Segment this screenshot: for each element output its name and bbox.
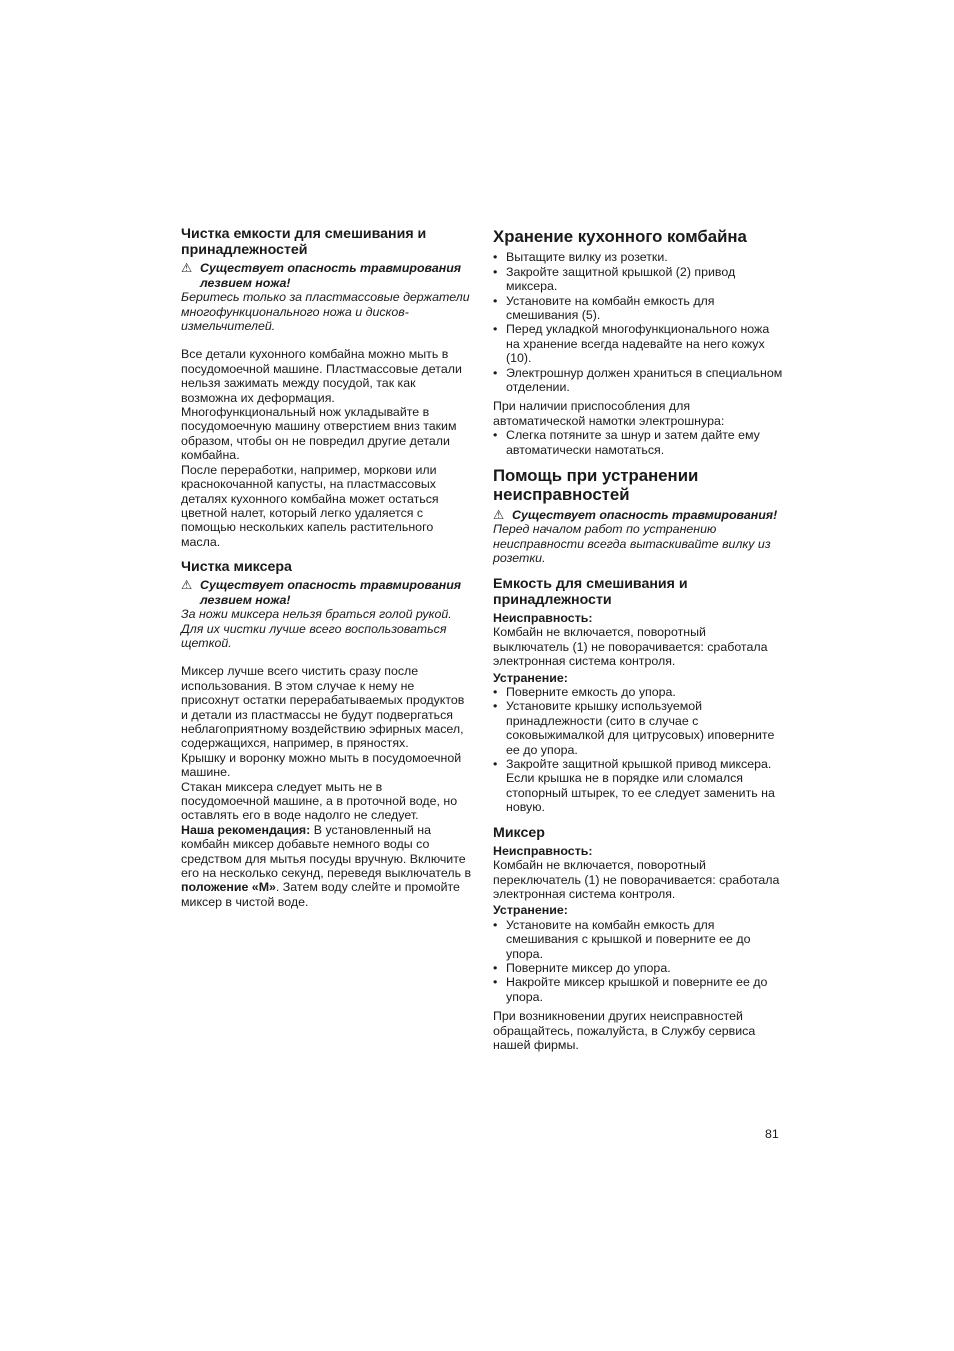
mixer-fault-text: Комбайн не включается, поворотный переключатель (1) не поворачивается: сработала электронная система контроля. bbox=[493, 858, 780, 902]
recommendation-text-1: В установленный на комбайн миксер добавьте немного воды со средством для мытья посуды вручную. Включите его на несколько секунд, переведя выключатель в bbox=[181, 822, 472, 881]
recommendation-position: положение «M» bbox=[181, 880, 276, 895]
troubleshooting-warning: ⚠ Существует опасность травмирования! bbox=[493, 507, 778, 522]
list-item: • Закройте защитной крышкой (2) привод миксера. bbox=[493, 264, 736, 294]
list-item: • Вытащите вилку из розетки. bbox=[493, 250, 668, 265]
cleaning-warning bbox=[181, 261, 473, 275]
list-item: • Поверните миксер до упора. bbox=[493, 961, 671, 976]
cleaning-paragraph-2: Многофункциональный нож укладывайте в посудомоечную машину отверстием вниз таким образом, чтобы он не повредил другие детали комбайна. bbox=[181, 405, 457, 463]
warning-triangle-icon: ⚠ bbox=[181, 578, 193, 593]
mixer-fix-list bbox=[493, 918, 785, 1004]
mixer-cleaning-heading: Чистка миксера bbox=[181, 559, 292, 576]
mixer-paragraph-1: Миксер лучше всего чистить сразу после использования. В этом случае к нему не присохнут остатки перерабатываемых продуктов и детали из пластмассы не будут подвергаться неблагоприятному воздействию эфирных масел, содержащихся, например, в пряностях. bbox=[181, 664, 465, 751]
fault-label: Неисправность: bbox=[493, 610, 593, 625]
troubleshooting-warning-text: Перед началом работ по устранению неисправности всегда вытаскивайте вилку из розетки. bbox=[493, 522, 771, 566]
list-item: • Накройте миксер крышкой и поверните ее до упора. bbox=[493, 975, 768, 1004]
mixer-heading: Миксер bbox=[493, 824, 545, 841]
list-item: • Перед укладкой многофункционального ножа на хранение всегда надевайте на него кожух (10). bbox=[493, 322, 770, 366]
bowl-fault-text: Комбайн не включается, поворотный выключатель (1) не поворачивается: сработала электронная система контроля. bbox=[493, 625, 768, 669]
mixer-warning bbox=[181, 578, 473, 592]
list-item: • Закройте защитной крышкой привод миксера. Если крышка не в порядке или сломался стопорный штырек, то ее следует заменить на новую. bbox=[493, 757, 775, 815]
recommendation-text-2: . Затем воду слейте и промойте миксер в чистой воде. bbox=[181, 880, 460, 909]
warning-triangle-icon: ⚠ bbox=[181, 261, 193, 276]
storage-heading: Хранение кухонного комбайна bbox=[493, 227, 747, 246]
cleaning-paragraph-3: После переработки, например, моркови или краснокочанной капусты, на пластмассовых деталях кухонного комбайна может остаться цветной налет, который легко удаляется с помощью нескольких капель растительного масла. bbox=[181, 462, 439, 549]
left-column bbox=[181, 226, 473, 909]
cleaning-heading: Чистка емкости для смешивания и принадлежностей bbox=[181, 226, 427, 259]
right-column bbox=[493, 226, 785, 1053]
mixer-paragraph-3: Стакан миксера следует мыть не в посудомоечной машине, а в проточной воде, но оставлять его в воде надолго не следует. bbox=[181, 779, 458, 823]
mixer-warning-line1: Существует опасность травмирования bbox=[200, 578, 462, 593]
cleaning-warning-line1: Существует опасность травмирования bbox=[200, 261, 462, 276]
mixer-paragraph-2: Крышку и воронку можно мыть в посудомоечной машине. bbox=[181, 750, 462, 780]
storage-paragraph: При наличии приспособления для автоматической намотки электрошнура: bbox=[493, 399, 725, 428]
mixer-warning-text-1: За ножи миксера нельзя браться голой рукой. bbox=[181, 607, 452, 622]
fix-label: Устранение: bbox=[493, 670, 568, 685]
troubleshooting-heading: Помощь при устранении неисправностей bbox=[493, 466, 699, 504]
recommendation-label: Наша рекомендация: bbox=[181, 822, 311, 837]
cleaning-warning-text: Беритесь только за пластмассовые держатели многофункционального ножа и дисков-измельчителей. bbox=[181, 290, 470, 334]
list-item: • Установите крышку используемой принадлежности (сито в случае с соковыжималкой для цитрусовых) иповерните ее до упора. bbox=[493, 699, 775, 757]
fault-label: Неисправность: bbox=[493, 843, 593, 858]
list-item: • Слегка потяните за шнур и затем дайте ему автоматически намотаться. bbox=[493, 428, 760, 457]
mixer-warning-line2: лезвием ножа! bbox=[200, 592, 291, 607]
final-paragraph: При возникновении других неисправностей обращайтесь, пожалуйста, в Службу сервиса нашей фирмы. bbox=[493, 1009, 756, 1053]
cleaning-warning-line2: лезвием ножа! bbox=[200, 275, 291, 290]
list-item: • Установите на комбайн емкость для смешивания с крышкой и поверните ее до упора. bbox=[493, 917, 751, 961]
list-item: • Поверните емкость до упора. bbox=[493, 684, 676, 699]
page-number: 81 bbox=[765, 1127, 779, 1141]
list-item: • Электрошнур должен храниться в специальном отделении. bbox=[493, 365, 783, 395]
list-item: • Установите на комбайн емкость для смешивания (5). bbox=[493, 293, 715, 323]
bowl-fix-list bbox=[493, 685, 785, 815]
cleaning-paragraph-1: Все детали кухонного комбайна можно мыть в посудомоечной машине. Пластмассовые детали нельзя зажимать между посудой, так как возможна их деформация. bbox=[181, 347, 462, 405]
bowl-heading: Емкость для смешивания и принадлежности bbox=[493, 575, 688, 608]
storage-cord-list bbox=[493, 428, 785, 457]
mixer-warning-text-2: Для их чистки лучше всего воспользоваться щеткой. bbox=[181, 621, 447, 650]
recommendation-paragraph bbox=[181, 823, 473, 909]
storage-list bbox=[493, 250, 785, 394]
warning-triangle-icon: ⚠ bbox=[493, 507, 505, 522]
fix-label: Устранение: bbox=[493, 903, 568, 918]
